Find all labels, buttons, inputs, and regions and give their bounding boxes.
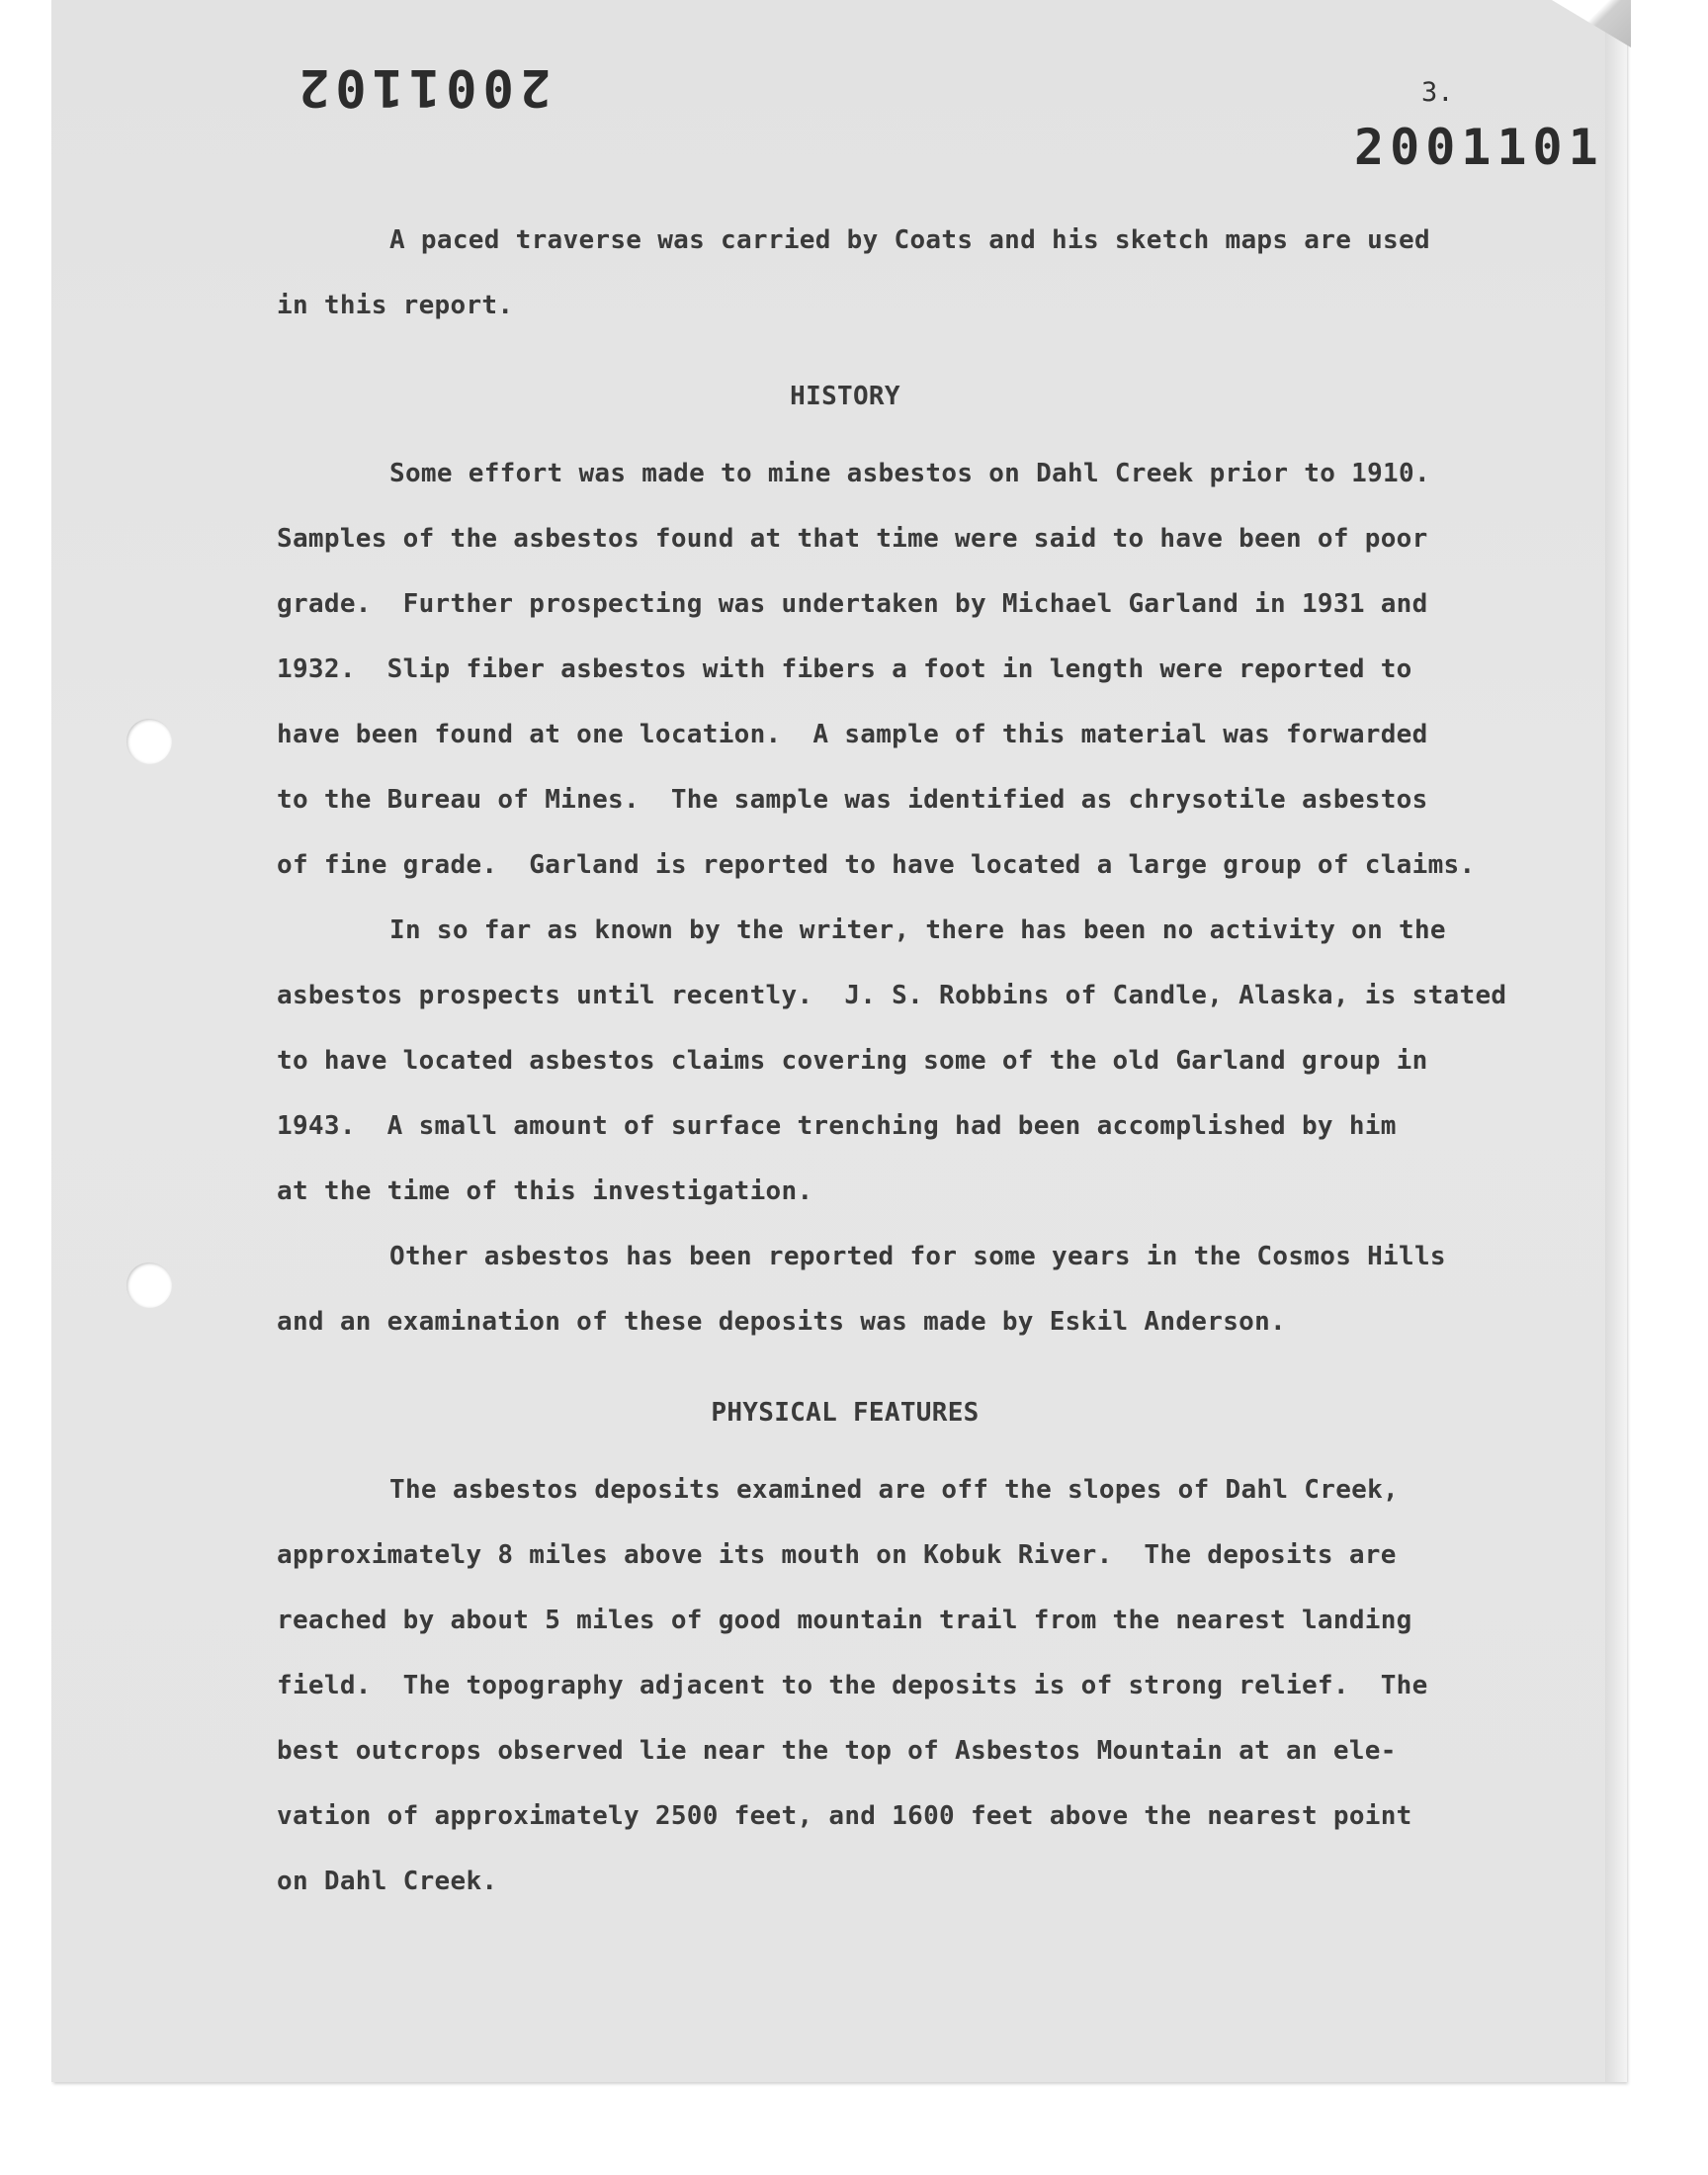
page-edge (1605, 0, 1627, 2082)
text-line: vation of approximately 2500 feet, and 1600 feet above the nearest point (277, 1801, 1412, 1831)
text-line: in this report. (277, 291, 514, 320)
text-line: and an examination of these deposits was made by Eskil Anderson. (277, 1307, 1287, 1337)
history-heading: HISTORY (790, 382, 900, 411)
stamp-number-top-left: 2001102 (293, 57, 552, 117)
document-body (277, 208, 1581, 1914)
intro-paragraph (277, 208, 1581, 338)
text-line: grade. Further prospecting was undertaken by Michael Garland in 1931 and (277, 589, 1428, 619)
text-line: Samples of the asbestos found at that time were said to have been of poor (277, 524, 1428, 554)
text-line: asbestos prospects until recently. J. S. Robbins of Candle, Alaska, is stated (277, 981, 1507, 1010)
text-line: 1943. A small amount of surface trenching had been accomplished by him (277, 1111, 1397, 1141)
physical-features-heading: PHYSICAL FEATURES (711, 1398, 980, 1428)
text-line: of fine grade. Garland is reported to have located a large group of claims. (277, 850, 1476, 880)
physical-features-paragraph (277, 1457, 1581, 1914)
history-paragraph-3 (277, 1224, 1581, 1354)
text-line: 1932. Slip fiber asbestos with fibers a foot in length were reported to (277, 654, 1412, 684)
text-line: The asbestos deposits examined are off the slopes of Dahl Creek, (389, 1475, 1400, 1505)
text-line: at the time of this investigation. (277, 1176, 813, 1206)
text-line: field. The topography adjacent to the deposits is of strong relief. The (277, 1671, 1428, 1700)
stamp-number-top-right: 2001101 (1354, 119, 1604, 176)
text-line: best outcrops observed lie near the top of Asbestos Mountain at an ele- (277, 1736, 1397, 1766)
text-line: approximately 8 miles above its mouth on Kobuk River. The deposits are (277, 1540, 1397, 1570)
history-paragraph-2 (277, 898, 1581, 1224)
text-line: on Dahl Creek. (277, 1867, 498, 1896)
text-line: to have located asbestos claims covering some of the old Garland group in (277, 1046, 1428, 1076)
text-line: to the Bureau of Mines. The sample was identified as chrysotile asbestos (277, 785, 1428, 815)
text-line: A paced traverse was carried by Coats and his sketch maps are used (389, 225, 1430, 255)
text-line: In so far as known by the writer, there has been no activity on the (389, 915, 1446, 945)
history-paragraph-1 (277, 441, 1581, 898)
text-line: have been found at one location. A sample of this material was forwarded (277, 720, 1428, 749)
text-line: Some effort was made to mine asbestos on Dahl Creek prior to 1910. (389, 459, 1430, 488)
page-number: 3. (1421, 77, 1454, 108)
text-line: reached by about 5 miles of good mountain trail from the nearest landing (277, 1606, 1412, 1635)
punch-hole-upper (127, 719, 172, 764)
text-line: Other asbestos has been reported for some years in the Cosmos Hills (389, 1242, 1446, 1271)
punch-hole-lower (127, 1262, 172, 1308)
